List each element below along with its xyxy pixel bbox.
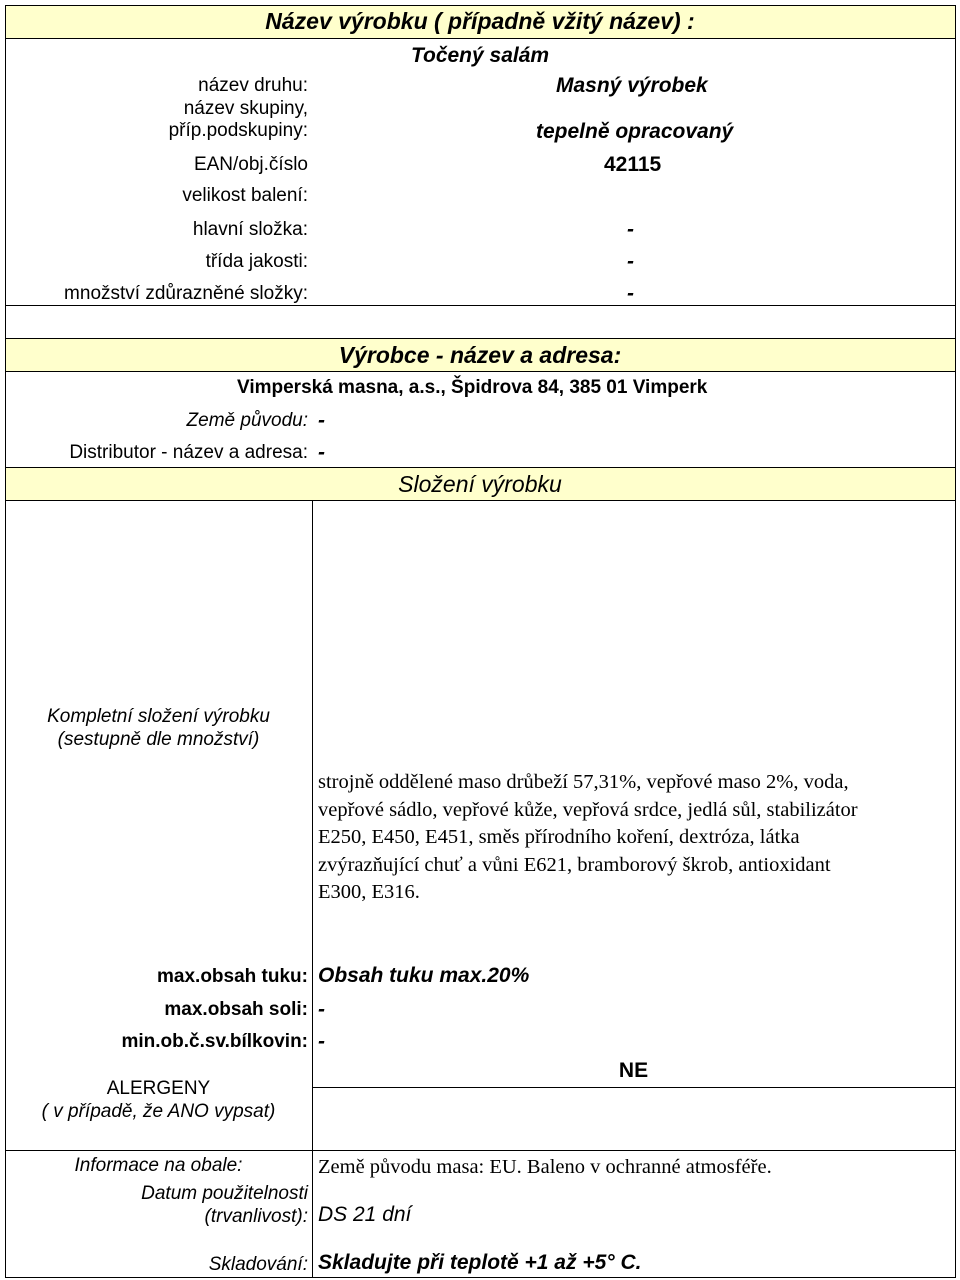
storage-label: Skladování: [208, 1254, 308, 1275]
rule [5, 1150, 312, 1151]
emphasized-ingredient-label: množství zdůrazněné složky: [64, 283, 308, 304]
composition-heading: Složení výrobku [398, 471, 562, 497]
storage-value: Skladujte při teplotě +1 až +5° C. [318, 1251, 642, 1274]
group-label-2: příp.podskupiny: [168, 120, 308, 141]
protein-label: min.ob.č.sv.bílkovin: [121, 1031, 308, 1052]
rule [5, 467, 955, 468]
allergens-value: NE [618, 1059, 649, 1082]
expiry-value: DS 21 dní [318, 1203, 412, 1226]
ingredients-line: zvýrazňující chuť a vůni E621, bramborový škrob, antioxidant [318, 853, 831, 876]
quality-class-value: - [627, 250, 634, 273]
type-value: Masný výrobek [556, 74, 708, 97]
rule [5, 371, 955, 372]
quality-class-label: třída jakosti: [205, 251, 308, 272]
allergens-label-2: ( v případě, že ANO vypsat) [41, 1101, 276, 1122]
frame-right [955, 5, 956, 1277]
rule [312, 1150, 955, 1151]
ingredients-line: vepřové sádlo, vepřové kůže, vepřová srdce, jedlá sůl, stabilizátor [318, 798, 858, 821]
expiry-label-2: (trvanlivost): [204, 1206, 308, 1227]
package-info-value: Země původu masa: EU. Baleno v ochranné atmosféře. [318, 1156, 772, 1178]
type-label: název druhu: [198, 75, 308, 96]
origin-value: - [318, 409, 325, 432]
rule [5, 305, 955, 306]
rule [5, 38, 955, 39]
salt-label: max.obsah soli: [164, 999, 308, 1020]
expiry-label-1: Datum použitelnosti [141, 1183, 308, 1204]
composition-label-2: (sestupně dle množství) [57, 729, 260, 750]
fat-label: max.obsah tuku: [157, 966, 308, 987]
fat-value: Obsah tuku max.20% [318, 964, 530, 987]
distributor-label: Distributor - název a adresa: [69, 442, 308, 463]
ean-label: EAN/obj.číslo [193, 154, 308, 175]
composition-label-1: Kompletní složení výrobku [47, 706, 270, 727]
package-size-label: velikost balení: [182, 185, 308, 206]
ean-value: 42115 [604, 153, 662, 176]
name-heading: Název výrobku ( případně vžitý název) : [265, 8, 695, 34]
ingredients-line: E250, E450, E451, směs přírodního koření, dextróza, látka [318, 826, 800, 848]
distributor-value: - [318, 441, 325, 464]
rule [312, 1087, 955, 1088]
ingredients-text [318, 769, 948, 907]
emphasized-ingredient-value: - [627, 282, 634, 305]
rule [5, 500, 955, 501]
group-value: tepelně opracovaný [536, 120, 734, 143]
salt-value: - [318, 998, 325, 1021]
package-info-label: Informace na obale: [74, 1155, 243, 1176]
rule [5, 338, 955, 339]
main-ingredient-value: - [627, 218, 634, 241]
producer-heading: Výrobce - název a adresa: [338, 342, 622, 368]
main-ingredient-label: hlavní složka: [192, 219, 308, 240]
group-label-1: název skupiny, [183, 98, 308, 119]
product-name: Točený salám [410, 44, 550, 67]
frame-top [5, 5, 955, 6]
ingredients-line: E300, E316. [318, 881, 420, 903]
origin-label: Země původu: [186, 410, 308, 431]
column-divider [312, 1150, 313, 1277]
column-divider [312, 500, 313, 1150]
frame-bottom [5, 1277, 956, 1278]
protein-value: - [318, 1030, 325, 1053]
allergens-label-1: ALERGENY [106, 1078, 211, 1099]
ingredients-line: strojně oddělené maso drůbeží 57,31%, vepřové maso 2%, voda, [318, 771, 849, 793]
producer-address: Vimperská masna, a.s., Špidrova 84, 385 01 Vimperk [237, 377, 708, 398]
